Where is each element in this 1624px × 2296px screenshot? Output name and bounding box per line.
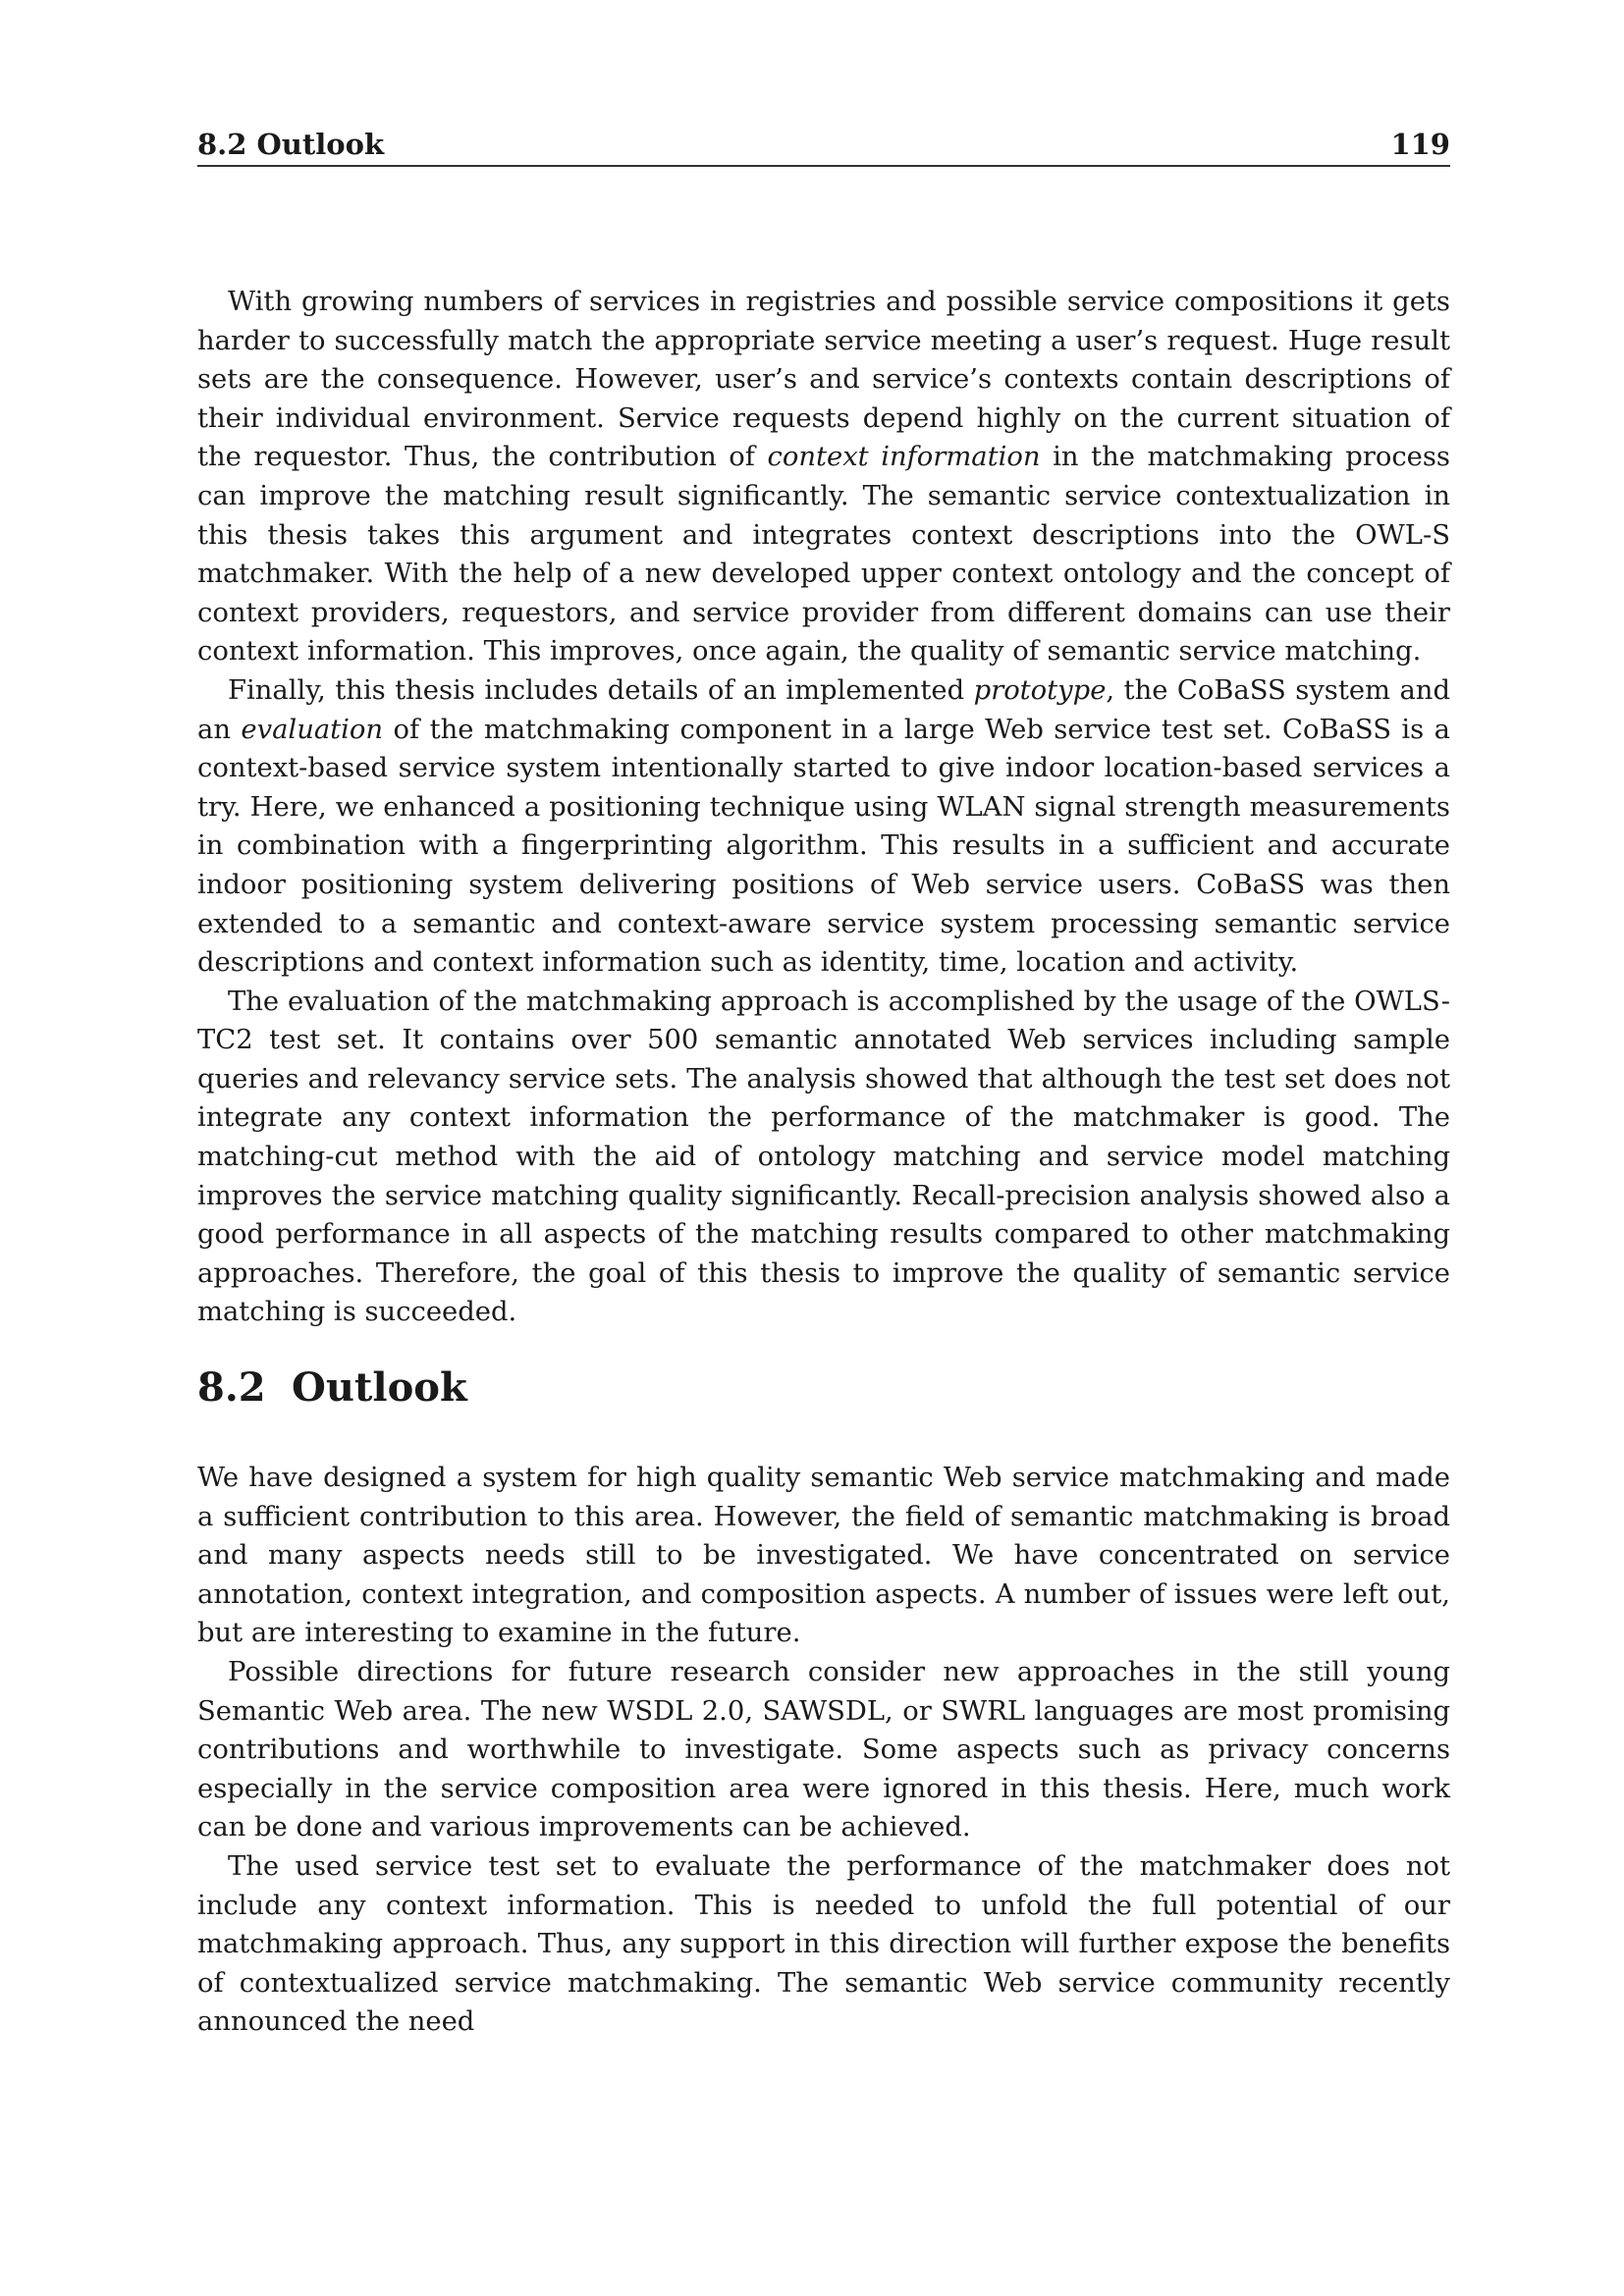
running-head (197, 126, 1450, 167)
section-title: Outlook (292, 1364, 467, 1411)
page-number: 119 (1390, 128, 1450, 161)
summary-text (197, 283, 1450, 1332)
outlook-paragraph-3: The used service test set to evaluate the performance of the matchmaker does not include any context information. This is needed to unfold the full potential of our matchmaking approach. Thus, any support in this direction will further expose the benefits of contextualized service matchmaking. The semantic Web service community recently announced the need (197, 1850, 1450, 2038)
section-number: 8.2 (197, 1364, 266, 1411)
emphasis-context-information: context information (767, 442, 1041, 473)
emphasis-prototype: prototype (973, 674, 1107, 706)
section-heading (197, 1362, 467, 1414)
summary-paragraph-3: The evaluation of the matchmaking approach is accomplished by the usage of the OWLS-TC2 test set. It contains over 500 semantic annotated Web services including sample queries and relevancy service sets. The analysis showed that although the test set does not integrate any context information the performance of the matchmaker is good. The matching-cut method with the aid of ontology matching and service model matching improves the service matching quality significantly. Recall-precision analysis showed also a good performance in all aspects of the matching results compared to other matchmaking approaches. Therefore, the goal of this thesis to improve the quality of semantic service matching is succeeded. (197, 986, 1450, 1328)
outlook-text (197, 1459, 1450, 2042)
summary-paragraph-1: With growing numbers of services in registries and possible service compositions it gets harder to successfully match the appropriate service meeting a user’s request. Huge result sets are the consequence. However, user’s and service’s contexts contain descriptions of their individual environment. Service requests depend highly on the current situation of the requestor. Thus, the contribution of context information in the matchmaking process can improve the matching result significantly. The semantic service contextualization in this thesis takes this argument and integrates context descriptions into the OWL-S matchmaker. With the help of a new developed upper context ontology and the concept of context providers, requestors, and service provider from different domains can use their context information. This improves, once again, the quality of semantic service matching. (197, 287, 1450, 667)
outlook-paragraph-2: Possible directions for future research consider new approaches in the still young Semantic Web area. The new WSDL 2.0, SAWSDL, or SWRL languages are most promising contributions and worthwhile to investigate. Some aspects such as privacy concerns especially in the service composition area were ignored in this thesis. Here, much work can be done and various improvements can be achieved. (197, 1656, 1450, 1843)
outlook-paragraph-1: We have designed a system for high quality semantic Web service matchmaking and made a sufficient contribution to this area. However, the field of semantic matchmaking is broad and many aspects needs still to be investigated. We have concentrated on service annotation, context integration, and composition aspects. A number of issues were left out, but are interesting to examine in the future. (197, 1463, 1450, 1649)
running-head-title: 8.2 Outlook (197, 128, 385, 161)
summary-paragraph-2: Finally, this thesis includes details of an implemented prototype, the CoBaSS system and an evaluation of the matchmaking component in a large Web service test set. CoBaSS is a context-based service system intentionally started to give indoor location-based services a try. Here, we enhanced a positioning technique using WLAN signal strength measurements in combination with a fingerprinting algorithm. This results in a sufficient and accurate indoor positioning system delivering positions of Web service users. CoBaSS was then extended to a semantic and context-aware service system processing semantic service descriptions and context information such as identity, time, location and activity. (197, 674, 1450, 979)
emphasis-evaluation: evaluation (241, 714, 384, 745)
